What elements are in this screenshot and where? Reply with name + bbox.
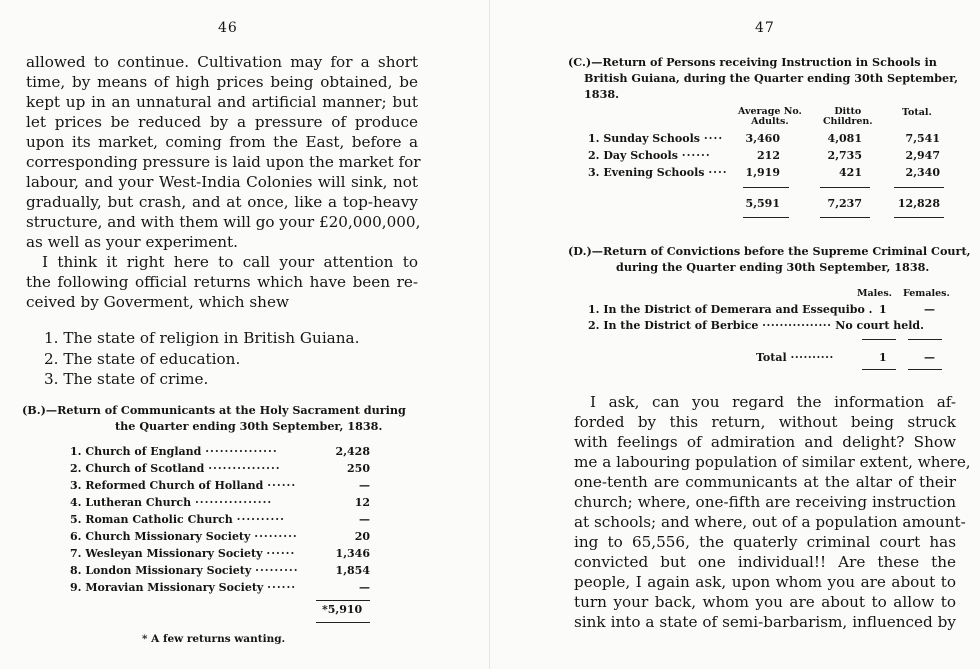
leader-dots: ···· — [703, 132, 724, 145]
col-header-total: Total. — [902, 107, 932, 118]
list-item: 3. The state of crime. — [44, 370, 209, 388]
table-b-total: *5,910 — [322, 603, 363, 616]
table-row — [70, 547, 370, 560]
table-row — [70, 462, 370, 475]
text-line: let prices be reduced by a pressure of produce — [26, 113, 418, 131]
table-d-title-2: during the Quarter ending 30th September, 1838. — [616, 260, 930, 274]
returns-list — [44, 328, 359, 390]
total-rule — [908, 369, 942, 370]
leader-dots: ··············· — [205, 445, 278, 458]
males-value: 1 — [879, 303, 887, 316]
list-item: 2. The state of education. — [44, 349, 241, 368]
total-females: — — [924, 351, 935, 364]
adults-value: 3,460 — [745, 132, 780, 145]
total-value: 7,541 — [905, 132, 940, 145]
leader-dots: ········· — [254, 530, 298, 543]
col-header-line: Children. — [823, 116, 873, 127]
row-label: 9. Moravian Missionary Society — [70, 581, 264, 594]
text-line: turn your back, whom you are about to allow to — [574, 593, 956, 611]
total-label: Total — [756, 351, 787, 364]
table-row — [70, 479, 370, 492]
table-row — [70, 513, 370, 526]
text-line: upon its market, coming from the East, before a — [26, 133, 418, 151]
leader-dots: ·········· — [236, 513, 285, 526]
leader-dots: ······ — [267, 479, 297, 492]
row-value: 20 — [354, 530, 370, 543]
row-value: No court held. — [835, 319, 924, 332]
text-line: church; where, one-fifth are receiving instruction — [574, 493, 956, 511]
total-rule — [316, 622, 370, 623]
table-b-title-2: the Quarter ending 30th September, 1838. — [115, 419, 383, 433]
col-header-line: Average No. — [738, 106, 802, 117]
table-c-title-2: British Guiana, during the Quarter ending 30th September, — [584, 71, 959, 85]
grand-total: 12,828 — [897, 197, 940, 210]
total-males: 1 — [879, 351, 887, 364]
leader-dots: ······ — [266, 547, 296, 560]
table-d-title-1: (D.)—Return of Convictions before the Supreme Criminal Court, — [568, 244, 971, 258]
table-row — [588, 149, 958, 162]
page-number-right: 47 — [755, 20, 775, 36]
row-value: — — [359, 581, 370, 594]
row-value: 1,854 — [335, 564, 370, 577]
leader-dots: ······ — [681, 149, 711, 162]
females-value: — — [924, 303, 935, 316]
text-line: gradually, but crash, and at once, like a top-heavy — [26, 193, 418, 211]
col-header-males: Males. — [857, 288, 892, 299]
row-label: 2. Day Schools — [588, 149, 678, 162]
leader-dots: ······ — [267, 581, 297, 594]
table-row — [588, 166, 958, 179]
text-line: I ask, can you regard the information af- — [590, 393, 956, 411]
list-item: 1. The state of religion in British Guiana. — [44, 329, 360, 347]
row-value: 1,346 — [335, 547, 370, 560]
row-label: 1. Church of England — [70, 445, 202, 458]
row-label: 8. London Missionary Society — [70, 564, 252, 577]
table-row — [70, 496, 370, 509]
footnote: * A few returns wanting. — [142, 633, 286, 645]
table-c-title-3: 1838. — [584, 87, 620, 101]
row-value: 250 — [347, 462, 370, 475]
table-row — [70, 530, 370, 543]
leader-dots: ········· — [255, 564, 299, 577]
row-label: 3. Reformed Church of Holland — [70, 479, 264, 492]
leader-dots: ··············· — [208, 462, 281, 475]
table-row — [70, 564, 370, 577]
text-line: ing to 65,556, the quaterly criminal court has — [574, 533, 956, 551]
total-rule — [894, 217, 944, 218]
adults-value: 1,919 — [745, 166, 780, 179]
table-row — [588, 132, 958, 145]
total-rule — [820, 187, 870, 188]
left-paragraph-1 — [26, 52, 421, 252]
text-line: kept up in an unnatural and artificial manner; but — [26, 93, 418, 111]
row-label: 4. Lutheran Church — [70, 496, 192, 509]
text-line: sink into a state of semi-barbarism, influenced by — [574, 613, 956, 631]
text-line: allowed to continue. Cultivation may for a short — [26, 53, 418, 71]
right-page — [490, 0, 980, 669]
text-line: corresponding pressure is laid upon the market for — [26, 153, 421, 171]
row-label: 5. Roman Catholic Church — [70, 513, 233, 526]
table-row — [588, 319, 924, 332]
row-label: 3. Evening Schools — [588, 166, 705, 179]
leader-dots: ·········· — [790, 351, 834, 364]
children-value: 2,735 — [827, 149, 862, 162]
leader-dots: ················ — [194, 496, 273, 509]
table-row — [70, 581, 370, 594]
row-label: 2. In the District of Berbice — [588, 319, 759, 332]
row-label: 1. Sunday Schools — [588, 132, 700, 145]
left-paragraph-2 — [26, 252, 418, 312]
page-number-left: 46 — [218, 20, 238, 36]
total-rule — [743, 187, 789, 188]
adults-value: 212 — [757, 149, 780, 162]
text-line: one-tenth are communicants at the altar of their — [574, 473, 956, 491]
leader-dots: ················ — [762, 319, 832, 332]
col-header-children — [823, 107, 873, 127]
total-rule — [820, 217, 870, 218]
total-rule — [894, 187, 944, 188]
row-value: 12 — [354, 496, 370, 509]
table-d-total-row — [756, 351, 834, 364]
table-row — [588, 303, 873, 316]
text-line: labour, and your West-India Colonies will sink, not — [26, 173, 418, 191]
text-line: structure, and with them will go your £20,000,000, — [26, 213, 421, 231]
children-total: 7,237 — [827, 197, 862, 210]
col-header-line: Ditto — [834, 106, 862, 117]
table-row — [70, 445, 370, 458]
text-line: time, by means of high prices being obtained, be — [26, 73, 418, 91]
total-rule — [862, 339, 896, 340]
text-line: forded by this return, without being struck — [574, 413, 956, 431]
table-b-title-1: (B.)—Return of Communicants at the Holy Sacrament during — [22, 403, 406, 417]
total-rule — [908, 339, 942, 340]
total-rule — [316, 600, 370, 601]
total-rule — [743, 217, 789, 218]
text-line: me a labouring population of similar extent, where, — [574, 453, 971, 471]
col-header-females: Females. — [903, 288, 950, 299]
right-paragraph — [574, 392, 971, 632]
row-label: 1. In the District of Demerara and Essequibo . — [588, 303, 873, 316]
text-line: the following official returns which have been re- — [26, 273, 418, 291]
text-line: with feelings of admiration and delight? Show — [574, 433, 956, 451]
text-line: as well as your experiment. — [26, 233, 238, 251]
row-label: 6. Church Missionary Society — [70, 530, 251, 543]
row-value: — — [359, 479, 370, 492]
leader-dots: ···· — [708, 166, 728, 179]
children-value: 4,081 — [827, 132, 862, 145]
total-rule — [862, 369, 896, 370]
text-line: people, I again ask, upon whom you are about to — [574, 573, 956, 591]
text-line: ceived by Goverment, which shew — [26, 293, 289, 311]
total-value: 2,947 — [905, 149, 940, 162]
text-line: at schools; and where, out of a population amount- — [574, 513, 966, 531]
table-c-title-1: (C.)—Return of Persons receiving Instruction in Schools in — [568, 55, 937, 69]
col-header-adults — [738, 107, 802, 127]
col-header-line: Adults. — [751, 116, 789, 127]
total-value: 2,340 — [905, 166, 940, 179]
children-value: 421 — [839, 166, 862, 179]
row-label: 7. Wesleyan Missionary Society — [70, 547, 263, 560]
row-label: 2. Church of Scotland — [70, 462, 205, 475]
adults-total: 5,591 — [745, 197, 780, 210]
text-line: convicted but one individual!! Are these the — [574, 553, 956, 571]
row-value: 2,428 — [335, 445, 370, 458]
text-line: I think it right here to call your attention to — [42, 253, 418, 271]
row-value: — — [359, 513, 370, 526]
